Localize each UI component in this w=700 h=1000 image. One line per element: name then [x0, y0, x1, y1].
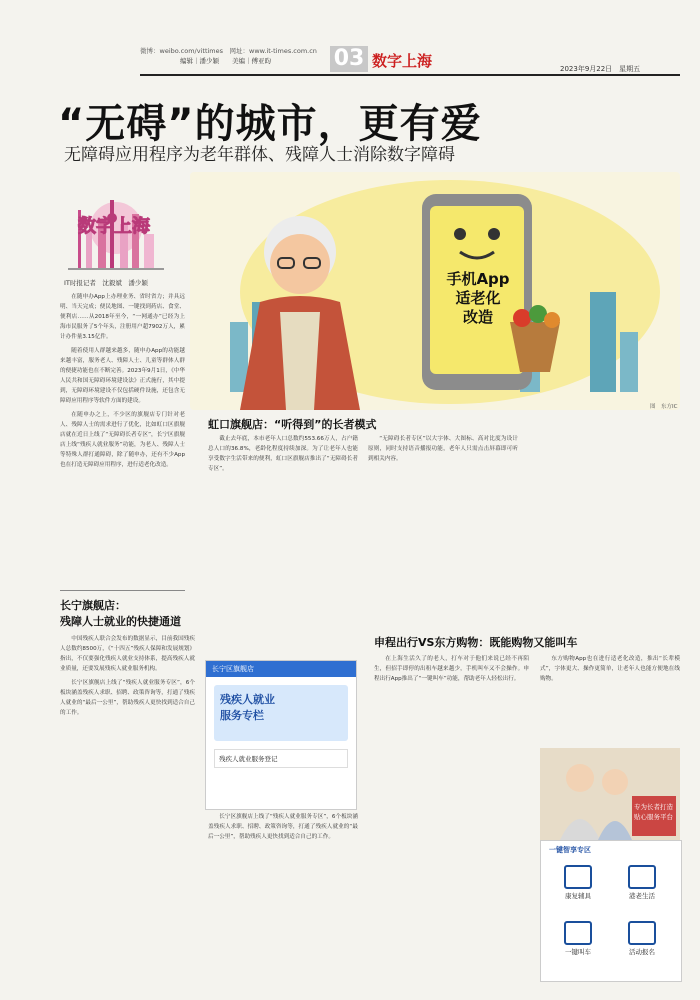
section-name: 数字上海: [372, 52, 433, 70]
grid-item-living[interactable]: 港老生活: [617, 865, 667, 900]
section-divider: [60, 590, 185, 591]
mobility-paragraph: 在上海生活久了的老人，打车对于他们来说已经不再陌生，但招手即停的出租车越来越少，手机叫车又不会操作。申程出行App推出了“一键叫车”功能，帮助老年人轻松出行。: [374, 656, 529, 682]
elderly-couple-image: [540, 748, 680, 840]
intro-paragraph: 随着使用人群越来越多，随申办App的功能越来越丰富，服务老人、残障人士、儿童等群体人群的便捷功能也在不断完善。2023年9月1日，《中华人民共和国无障碍环境建设法》正式施行，其中提到，无障碍环境建设不仅包括硬件设施，还包含无障碍应用程序等软件方面的建设。: [60, 348, 185, 404]
header-rule: [140, 74, 680, 76]
grid-item-taxi[interactable]: 一键叫车: [553, 921, 603, 956]
illustration-caption: 手机App 适老化 改造: [446, 270, 510, 326]
illustration: [190, 172, 680, 410]
section-heading-hongkou: 虹口旗舰店：“听得到”的长者模式: [208, 418, 377, 431]
section-heading-mobility: 申程出行VS东方购物：既能购物又能叫车: [374, 636, 578, 649]
changning-continued: 长宁区旗舰店上线了“残疾人就业服务专区”，6个板块涵盖残疾人求职、招聘、政策咨询等，打通了残疾人就业的“最后一公里”，帮助残疾人更快找到适合自己的工作。: [208, 814, 358, 840]
page-number: 03: [330, 46, 368, 72]
intro-column: [60, 292, 185, 470]
rehab-icon: [564, 865, 592, 889]
changning-paragraph: 中国残疾人联合会发布的数据显示，目前我国残疾人总数约8500万，《“十四五”残疾人保障和发展规划》指出，不仅要强化残疾人就业支持体系，提高残疾人就业质量，还要发展残疾人就业服务机构。: [60, 636, 195, 672]
app-title-bar: 长宁区旗舰店: [206, 661, 356, 677]
intro-paragraph: 在随申办App上办理业务、省时省力；并具远明、当天完成；便民地图、一键找到药店、食堂、便利店……从2018年至今，“一网通办”已经为上海市民服务了5个年头，注册用户超7902万人，累计办件量3.15亿件。: [60, 294, 185, 340]
hongkou-paragraph: “无障碍长者专区”以大字体、大图标、高对比度为设计原则，同时支持语音播报功能，老年人只需点击屏幕即可听到相关内容。: [368, 436, 518, 462]
section-heading-changning: 长宁旗舰店： 残障人士就业的快捷通道: [60, 599, 181, 628]
hongkou-paragraph: 截止去年底，本市老年人口总数约553.66万人，占户籍总人口的36.8%，老龄化程度持续加深。为了让老年人也能享受数字生活带来的便利，虹口区旗舰店推出了“无障碍长者专区”。: [208, 436, 358, 472]
photo-caption: 专为长者打造 贴心服务平台: [634, 803, 673, 821]
home-icon: [628, 865, 656, 889]
mobility-column-1: [374, 654, 529, 684]
header-editors: 编辑｜潘少颖 美编｜傅亚昀: [180, 57, 271, 65]
grid-item-signup[interactable]: 活动报名: [617, 921, 667, 956]
app-grid-title: 一键智享专区: [549, 846, 591, 854]
app-menu-item: 残疾人就业服务登记: [214, 749, 348, 768]
changning-column: [60, 634, 195, 718]
mobility-paragraph: 东方购物App也在进行适老化改造，推出“长辈模式”，字体更大、操作更简单，让老年人也能方便地在线购物。: [540, 656, 680, 682]
app-grid-panel: [540, 840, 682, 982]
app-screenshot-changning: [205, 660, 357, 810]
hongkou-column-2: [368, 434, 518, 464]
hongkou-column-1: [208, 434, 358, 474]
taxi-icon: [564, 921, 592, 945]
byline: IT时报记者 沈毅斌 潘少颖: [64, 279, 148, 287]
headline: “无碍”的城市，更有爱: [58, 101, 482, 147]
header-web-info: 微博：weibo.com/vittimes 网址：www.it-times.com.cn: [140, 47, 317, 55]
issue-date: 2023年9月22日 星期五: [560, 65, 641, 73]
mobility-column-2: [540, 654, 680, 684]
photo-credit: 图 东方IC: [650, 404, 678, 410]
changning-paragraph: 长宁区旗舰店上线了“残疾人就业服务专区”，6个板块涵盖残疾人求职、招聘、政策咨询等，打通了残疾人就业的“最后一公里”，帮助残疾人更快找到适合自己的工作。: [60, 680, 195, 716]
calendar-icon: [628, 921, 656, 945]
app-banner: 残疾人就业 服务专栏: [214, 685, 348, 741]
column-logo: [58, 190, 168, 278]
column-logo-text: 数字上海: [78, 216, 150, 237]
subheadline: 无障碍应用程序为老年群体、残障人士消除数字障碍: [64, 145, 455, 165]
grid-item-rehab[interactable]: 康复辅具: [553, 865, 603, 900]
intro-paragraph: 在随申办之上，不少区的旗舰店专门针对老人、残障人士的需求进行了优化，比如虹口区旗舰店就在近日上线了“无障碍长者专区”，长宁区旗舰店上线“残疾人就业服务”功能，为老人、残障人士等特殊人群打通障碍，除了随申办，还有不少App也在打造无障碍应用程序，进行适老化改造。: [60, 412, 185, 468]
elderly-couple-photo: [540, 748, 680, 840]
